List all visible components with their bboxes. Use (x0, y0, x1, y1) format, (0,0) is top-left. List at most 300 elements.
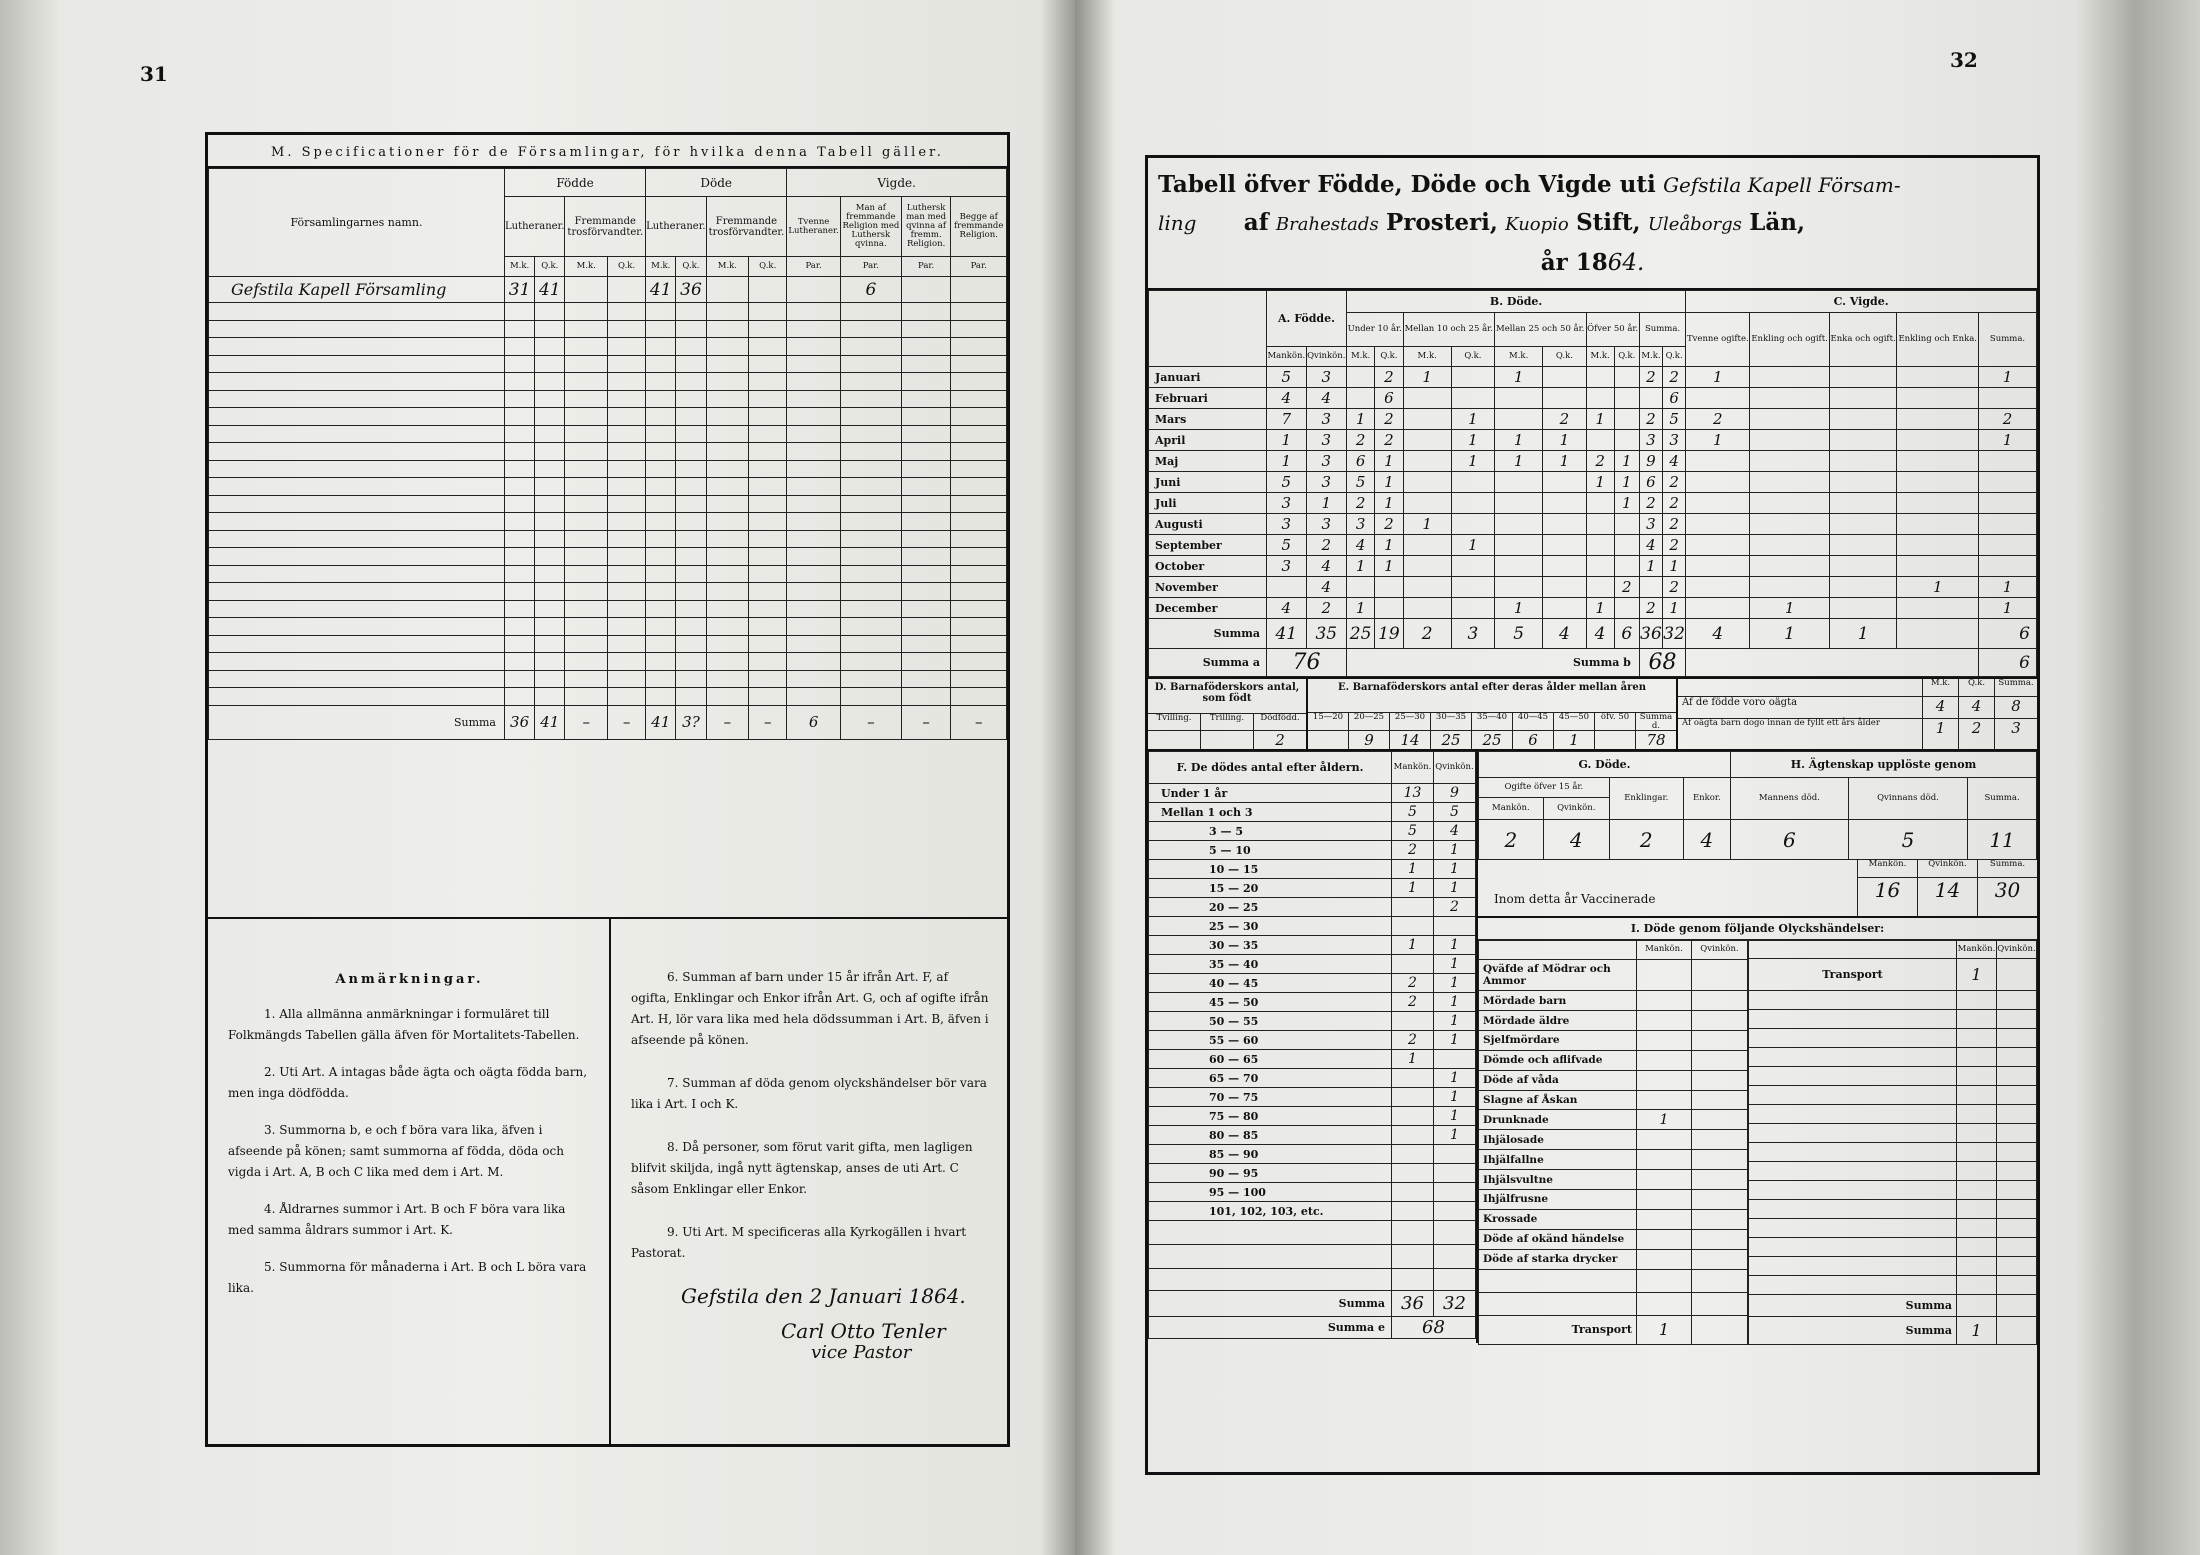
cell (646, 408, 676, 426)
col-vigde-header: Vigde. (787, 169, 1007, 197)
cell: 1 (1434, 1088, 1476, 1107)
accident-label: Qväfde af Mödrar och Ammor (1479, 959, 1637, 990)
cell: 2 (1979, 409, 2037, 430)
col-dode-header: Döde (646, 169, 787, 197)
age-label: 90 — 95 (1149, 1164, 1392, 1183)
cell (505, 530, 535, 548)
cell: 1 (1434, 1012, 1476, 1031)
cell (749, 338, 787, 356)
accident-label: Drunknade (1479, 1110, 1637, 1130)
cell: 41 (1267, 619, 1307, 649)
table-row (209, 513, 1007, 531)
cell (1691, 1030, 1747, 1050)
vacc-qvinkon: Qvinkön. (1918, 860, 1978, 877)
cell (646, 460, 676, 478)
cell: 5 (1848, 820, 1967, 860)
cell (901, 635, 951, 653)
cell: 1 (1586, 472, 1614, 493)
cell: 2 (1434, 898, 1476, 917)
vacc-summa: Summa. (1989, 859, 2026, 869)
title-lan: Län, (1749, 209, 1806, 236)
cell (1829, 535, 1897, 556)
cell (706, 355, 749, 373)
note-2: 2. Uti Art. A intagas både ägta och oägta födda barn, men inga dödfödda. (228, 1065, 588, 1100)
cell (840, 653, 901, 671)
cell: 3 (1639, 430, 1662, 451)
cell (1403, 598, 1451, 619)
cell (1637, 1030, 1692, 1050)
cell (1897, 367, 1979, 388)
summa-bottom-label: Summa (1749, 1295, 1957, 1317)
cell (1495, 556, 1543, 577)
cell: 1 (1979, 367, 2037, 388)
cell: 2 (1639, 367, 1662, 388)
age-label: 55 — 60 (1149, 1031, 1392, 1050)
cell (901, 390, 951, 408)
cell (505, 320, 535, 338)
e-col-header: 20—25 (1349, 713, 1390, 730)
cell: 2 (1346, 430, 1374, 451)
summa-b-label: Summa b (1346, 649, 1639, 677)
table-row (1149, 860, 1476, 879)
h-mk: M.k. (646, 257, 676, 277)
cell (1495, 388, 1543, 409)
cell (840, 513, 901, 531)
cell (505, 425, 535, 443)
cell (1392, 1221, 1434, 1245)
cell: 6 (1375, 388, 1403, 409)
age-label: 5 — 10 (1149, 841, 1392, 860)
cell (749, 303, 787, 321)
cell (608, 338, 646, 356)
h-qk: Q.k. (608, 257, 646, 277)
cell (1897, 388, 1979, 409)
cell: 3 (1267, 493, 1307, 514)
e-val: 25 (1472, 731, 1513, 749)
cell (706, 513, 749, 531)
cell (535, 460, 565, 478)
cell: 3 (1306, 472, 1346, 493)
mellan10-25-header: Mellan 10 och 25 år. (1403, 313, 1494, 347)
cell (787, 460, 841, 478)
cell (1686, 388, 1750, 409)
e-val: 14 (1390, 731, 1431, 749)
cell (535, 303, 565, 321)
cell (706, 460, 749, 478)
cell (1686, 451, 1750, 472)
cell (787, 390, 841, 408)
table-row (209, 408, 1007, 426)
cell (1434, 1269, 1476, 1291)
h-qk: Q.k. (1663, 347, 1686, 367)
cell (1149, 1245, 1392, 1269)
table-row (1749, 1238, 2037, 1257)
table-row (1149, 1164, 1476, 1183)
summa-bottom2-label: Summa (1749, 1317, 1957, 1345)
table-row (1749, 1105, 2037, 1124)
cell: 1 (1403, 514, 1451, 535)
cell (505, 338, 535, 356)
title-year: år 18 (1540, 249, 1608, 276)
cell (565, 303, 608, 321)
cell (1614, 409, 1639, 430)
title-stift-hand: Kuopio (1505, 214, 1569, 235)
c-vigde-header: C. Vigde. (1686, 291, 2037, 313)
h-summa: Summa. (1968, 778, 2037, 820)
accident-label: Ihjälsvultne (1479, 1170, 1637, 1190)
cell (1957, 1238, 1997, 1257)
cell (209, 548, 505, 566)
cell (1434, 1145, 1476, 1164)
cell: 41 (646, 705, 676, 739)
oagta-summa: Summa. (1998, 678, 2034, 688)
cell (209, 513, 505, 531)
table-row (1149, 430, 2037, 451)
cell (1451, 577, 1494, 598)
cell (565, 390, 608, 408)
cell: 1 (1451, 409, 1494, 430)
cell (1375, 598, 1403, 619)
table-row (1749, 1010, 2037, 1029)
cell (787, 513, 841, 531)
cell (209, 320, 505, 338)
table-row (1149, 974, 1476, 993)
cell: 2 (1375, 514, 1403, 535)
cell (1586, 493, 1614, 514)
table-row (1479, 1130, 1748, 1150)
cell (1691, 1229, 1747, 1249)
cell: 4 (1923, 697, 1959, 718)
table-row (1479, 1229, 1748, 1249)
f-qvinkon: Qvinkön. (1434, 752, 1476, 784)
table-row (1749, 1162, 2037, 1181)
vacc-label: Inom detta år Vaccinerade (1494, 892, 1656, 906)
cell (787, 670, 841, 688)
cell (1979, 535, 2037, 556)
cell (565, 425, 608, 443)
note-9: 9. Uti Art. M specificeras alla Kyrkogällen i hvart Pastorat. (631, 1225, 967, 1260)
h-mannens: Mannens död. (1730, 778, 1848, 820)
table-row (1479, 1090, 1748, 1110)
age-label: 30 — 35 (1149, 936, 1392, 955)
h-mk: M.k. (1639, 347, 1662, 367)
cell (951, 565, 1007, 583)
d-title: D. Barnaföderskors antal, som födt (1148, 679, 1306, 714)
cell (951, 670, 1007, 688)
cell (901, 320, 951, 338)
cell: 1 (1614, 472, 1639, 493)
cell: – (608, 705, 646, 739)
cell (901, 513, 951, 531)
cell: 1 (1392, 1050, 1434, 1069)
cell (901, 303, 951, 321)
cell (706, 670, 749, 688)
cell (1543, 493, 1586, 514)
h-par: Par. (951, 257, 1007, 277)
cell (608, 670, 646, 688)
f-summa-e-label: Summa e (1149, 1317, 1392, 1339)
cell (1495, 472, 1543, 493)
cell (1434, 1245, 1476, 1269)
cell: 5 (1434, 803, 1476, 822)
cell (565, 478, 608, 496)
cell (1392, 917, 1434, 936)
cell (1997, 1200, 2037, 1219)
cell (535, 513, 565, 531)
cell: 4 (1639, 535, 1662, 556)
age-label: 10 — 15 (1149, 860, 1392, 879)
table-row (209, 495, 1007, 513)
cell (1346, 577, 1374, 598)
table-row (1479, 991, 1748, 1011)
signature-title: vice Pastor (811, 1342, 912, 1363)
cell (209, 653, 505, 671)
table-row (1149, 784, 1476, 803)
table-row (1149, 898, 1476, 917)
cell (706, 425, 749, 443)
cell (1691, 1130, 1747, 1150)
cell: 1 (1434, 974, 1476, 993)
age-label: 65 — 70 (1149, 1069, 1392, 1088)
cell (1829, 472, 1897, 493)
accident-label: Sjelfmördare (1479, 1030, 1637, 1050)
cell (1749, 1200, 1957, 1219)
cell: 2 (1639, 493, 1662, 514)
cell (1637, 959, 1692, 990)
age-label: 45 — 50 (1149, 993, 1392, 1012)
table-row (209, 373, 1007, 391)
cell: 2 (1375, 409, 1403, 430)
cell (505, 635, 535, 653)
summa-a-label: Summa a (1149, 649, 1267, 677)
cell (1749, 1257, 1957, 1276)
cell: – (749, 705, 787, 739)
cell: 4 (1543, 820, 1609, 860)
cell (209, 600, 505, 618)
table-row (209, 635, 1007, 653)
cell: 1 (1267, 451, 1307, 472)
cell (840, 495, 901, 513)
table-row (1149, 1088, 1476, 1107)
cell: 2 (1306, 598, 1346, 619)
cell: 1 (1543, 451, 1586, 472)
cell: 1 (1614, 493, 1639, 514)
cell (706, 320, 749, 338)
cell (1997, 1143, 2037, 1162)
cell (608, 565, 646, 583)
table-row (1479, 1209, 1748, 1229)
cell (1686, 556, 1750, 577)
cell: 5 (1392, 803, 1434, 822)
d-trilling: Trilling. (1201, 714, 1254, 730)
cell (646, 390, 676, 408)
cell (901, 653, 951, 671)
cell: 3 (1639, 514, 1662, 535)
i-mankon: Mankön. (1637, 941, 1692, 960)
cell (535, 373, 565, 391)
cell (535, 688, 565, 706)
cell (951, 600, 1007, 618)
cell (535, 600, 565, 618)
a-fodde-header: A. Födde. (1267, 291, 1347, 347)
summa-row (209, 705, 1007, 739)
cell: 2 (1392, 841, 1434, 860)
cell (676, 513, 706, 531)
cell (608, 277, 646, 303)
table-row (209, 303, 1007, 321)
cell (1637, 1229, 1692, 1249)
cell: 5 (1495, 619, 1543, 649)
cell (1614, 598, 1639, 619)
cell (1637, 1130, 1692, 1150)
table-row (1149, 409, 2037, 430)
table-row (1749, 1086, 2037, 1105)
cell (749, 618, 787, 636)
cell: 2 (1959, 719, 1995, 749)
cell (1749, 1124, 1957, 1143)
cell (1750, 430, 1829, 451)
table-row (209, 478, 1007, 496)
cell (1149, 1221, 1392, 1245)
cell: 1 (1375, 535, 1403, 556)
table-row (209, 390, 1007, 408)
cell: 1 (1346, 556, 1374, 577)
transport-bottom-label: Transport (1479, 1315, 1637, 1344)
cell (1750, 451, 1829, 472)
age-label: 15 — 20 (1149, 879, 1392, 898)
table-row (1479, 959, 1748, 990)
cell: 1 (1979, 577, 2037, 598)
month-col-header (1149, 291, 1267, 367)
table-row (1479, 1150, 1748, 1170)
cell (1979, 472, 2037, 493)
cell (209, 443, 505, 461)
e-col-header: 40—45 (1513, 713, 1554, 730)
cell (676, 530, 706, 548)
table-row (209, 670, 1007, 688)
cell (608, 425, 646, 443)
cell (505, 583, 535, 601)
cell (1897, 472, 1979, 493)
cell (646, 513, 676, 531)
table-row (1749, 1067, 2037, 1086)
cell (209, 688, 505, 706)
cell (505, 460, 535, 478)
month-label: December (1149, 598, 1267, 619)
cell (1686, 472, 1750, 493)
cell (706, 373, 749, 391)
cell: 5 (1346, 472, 1374, 493)
cell (608, 390, 646, 408)
cell: 1 (1750, 598, 1829, 619)
cell: 36 (676, 277, 706, 303)
cell: 36 (1639, 619, 1662, 649)
cell (951, 443, 1007, 461)
table-row (1479, 1110, 1748, 1130)
cell (1829, 493, 1897, 514)
cell (1957, 1200, 1997, 1219)
cell: 2 (1663, 535, 1686, 556)
cell (1691, 1050, 1747, 1070)
cell (1543, 535, 1586, 556)
cell (676, 460, 706, 478)
table-row (1479, 1189, 1748, 1209)
cell: 3 (1306, 451, 1346, 472)
cell (749, 635, 787, 653)
cell (505, 478, 535, 496)
right-page (1075, 0, 2200, 1555)
cell (1543, 556, 1586, 577)
cell: 9 (1639, 451, 1662, 472)
cell: 3 (1267, 556, 1307, 577)
tabell-frame (1145, 155, 2040, 1475)
cell: 1 (1306, 493, 1346, 514)
cell (1691, 1315, 1747, 1344)
summa-b-value: 68 (1639, 649, 1685, 677)
cell: 1 (1897, 577, 1979, 598)
cell (1979, 388, 2037, 409)
cell (840, 565, 901, 583)
cell (676, 688, 706, 706)
cell (565, 277, 608, 303)
cell (901, 565, 951, 583)
cell (1750, 535, 1829, 556)
cell: 1 (1686, 430, 1750, 451)
col-fodde-header: Födde (505, 169, 646, 197)
cell (1691, 991, 1747, 1011)
e-section (1308, 679, 1678, 749)
cell: 25 (1346, 619, 1374, 649)
cell: 3 (1306, 430, 1346, 451)
cell (951, 320, 1007, 338)
parish-name: Gefstila Kapell Församling (209, 277, 505, 303)
cell (1451, 514, 1494, 535)
e-val: 1 (1554, 731, 1595, 749)
cell (608, 618, 646, 636)
cell: 1 (1392, 936, 1434, 955)
cell (646, 338, 676, 356)
e-val: 25 (1431, 731, 1472, 749)
cell (1957, 991, 1997, 1010)
table-row (1479, 1070, 1748, 1090)
h-qk: Q.k. (1543, 347, 1586, 367)
fodde-lutheraner: Lutheraner. (505, 197, 565, 257)
cell (1957, 1048, 1997, 1067)
cell (1829, 367, 1897, 388)
cell (1434, 1050, 1476, 1069)
cell (1691, 1150, 1747, 1170)
cell (1586, 535, 1614, 556)
cell: 2 (1392, 1031, 1434, 1050)
h-title: H. Ägtenskap upplöste genom (1730, 752, 2036, 778)
cell: 1 (1392, 860, 1434, 879)
cell (646, 548, 676, 566)
cell (951, 355, 1007, 373)
table-row (1749, 1200, 2037, 1219)
table-row (1749, 1143, 2037, 1162)
cell (646, 618, 676, 636)
cell (608, 320, 646, 338)
cell (1451, 556, 1494, 577)
vacc-mankon: Mankön. (1858, 860, 1918, 877)
cell: 1 (1434, 1126, 1476, 1145)
cell (901, 583, 951, 601)
cell (1434, 1183, 1476, 1202)
cell (787, 443, 841, 461)
table-row (1479, 1050, 1748, 1070)
table-row (209, 530, 1007, 548)
cell (505, 373, 535, 391)
